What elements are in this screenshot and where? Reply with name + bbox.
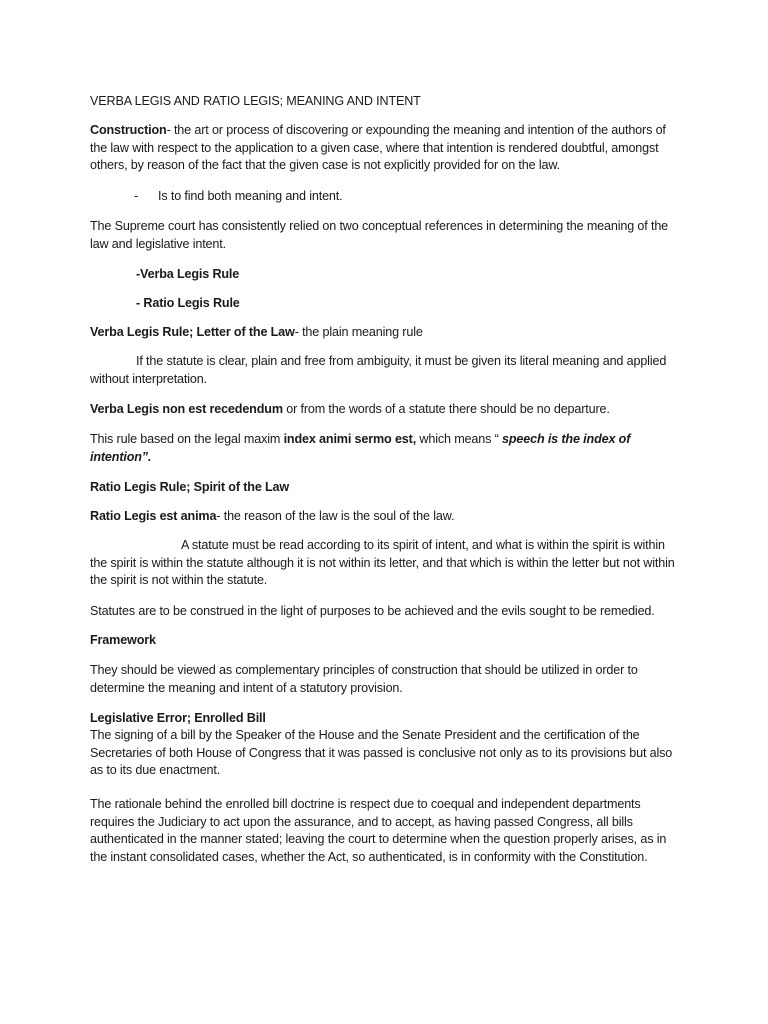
supreme-court-paragraph: The Supreme court has consistently relied on two conceptual references in determining the meaning of the law and legislative intent. bbox=[90, 219, 669, 251]
legislative-error-heading: Legislative Error; Enrolled Bill bbox=[90, 711, 266, 725]
ratio-legis-anima-paragraph: Ratio Legis est anima- the reason of the law is the soul of the law. bbox=[90, 509, 455, 523]
verba-legis-paragraph: If the statute is clear, plain and free from ambiguity, it must be given its literal meaning and applied without interpretation. bbox=[90, 354, 667, 386]
rationale-paragraph: The rationale behind the enrolled bill doctrine is respect due to coequal and independent departments requires the Judiciary to act upon the assurance, and to accept, as having passed Congress, all bills authenticated in the manner stated; leaving the court to determine when the question properly arises, as in the instant consolidated cases, whether the Act, so authenticated, is in conformity with the Constitution. bbox=[90, 797, 667, 864]
document-title: VERBA LEGIS AND RATIO LEGIS; MEANING AND INTENT bbox=[90, 94, 421, 108]
maxim-term: index animi sermo est, bbox=[283, 432, 417, 446]
verba-legis-non-paragraph: Verba Legis non est recedendum or from the words of a statute there should be no departure. bbox=[90, 402, 610, 416]
maxim-paragraph: This rule based on the legal maxim index animi sermo est, which means “ speech is the index of intention”. bbox=[90, 432, 631, 464]
statutes-construed-paragraph: Statutes are to be construed in the light of purposes to be achieved and the evils sought to be remedied. bbox=[90, 604, 655, 618]
construction-paragraph bbox=[90, 122, 680, 175]
verba-legis-term: Verba Legis Rule; Letter of the Law bbox=[90, 325, 295, 339]
framework-heading: Framework bbox=[90, 633, 156, 647]
bullet-text: Is to find both meaning and intent. bbox=[158, 189, 343, 203]
verba-legis-non-term: Verba Legis non est recedendum bbox=[90, 402, 283, 416]
maxim-quote: speech is the index of intention”. bbox=[90, 432, 631, 464]
statute-spirit-paragraph: A statute must be read according to its spirit of intent, and what is within the spirit is within the spirit is within the statute although it is not within its letter, and that which is within the letter but not within the spirit is not within the statute. bbox=[90, 538, 675, 587]
construction-definition: - the art or process of discovering or expounding the meaning and intention of the authors of the law with respect to the application to a given case, where that intention is rendered doubtful, amongst others, by reason of the fact that the given case is not explicitly provided for on the law. bbox=[90, 123, 666, 172]
construction-bullet bbox=[134, 188, 724, 206]
rule-item-verba-legis: -Verba Legis Rule bbox=[136, 267, 240, 281]
bullet-dash: - bbox=[134, 189, 139, 203]
ratio-legis-anima-term: Ratio Legis est anima bbox=[90, 509, 217, 523]
framework-paragraph: They should be viewed as complementary principles of construction that should be utilized in order to determine the meaning and intent of a statutory provision. bbox=[90, 663, 638, 695]
verba-legis-heading: Verba Legis Rule; Letter of the Law- the plain meaning rule bbox=[90, 325, 423, 339]
ratio-legis-heading: Ratio Legis Rule; Spirit of the Law bbox=[90, 480, 290, 494]
legislative-error-paragraph: The signing of a bill by the Speaker of the House and the Senate President and the certification of the Secretaries of both House of Congress that it was passed is conclusive not only as to its provisions but also as to its due enactment. bbox=[90, 728, 673, 777]
rule-item-ratio-legis: - Ratio Legis Rule bbox=[136, 296, 240, 310]
construction-term: Construction bbox=[90, 123, 167, 137]
